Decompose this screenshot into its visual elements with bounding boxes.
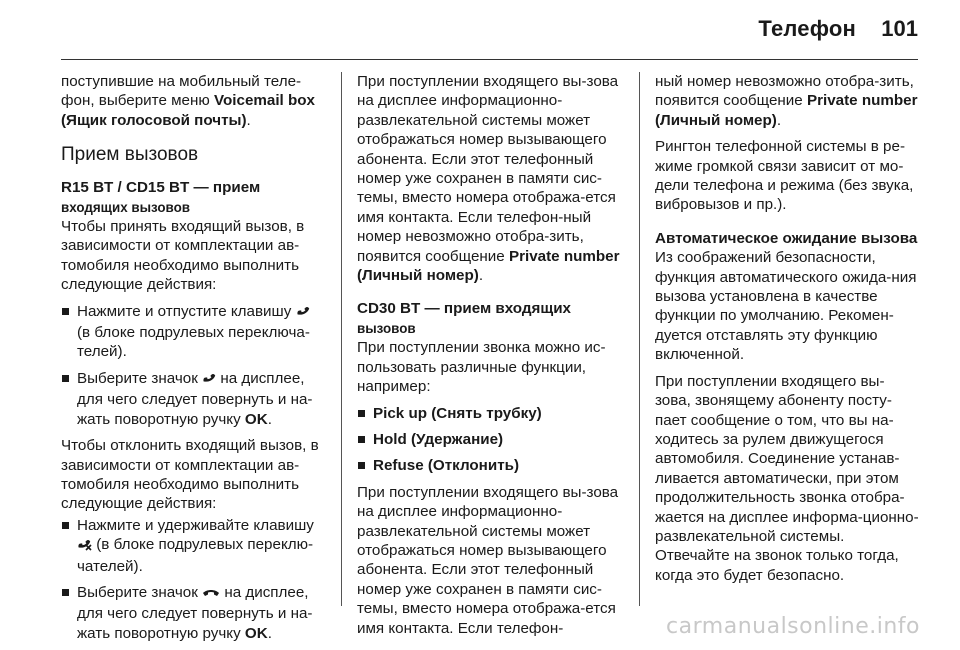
subsection-title-r15: R15 BT / CD15 BT — прием (61, 179, 261, 197)
private-number-paragraph: ный номер невозможно отобра-зить, появится сообщение Private number (Личный номер). (655, 73, 918, 129)
intro-paragraph: поступившие на мобильный теле-фон, выберите меню Voicemail box (Ящик голосовой почты). (61, 73, 316, 129)
reject-intro: Чтобы отклонить входящий вызов, в зависимости от комплектации ав-томобиля необходимо выполнить следующие действия: (61, 437, 319, 513)
page-number: 101 (881, 16, 918, 41)
bullet-marker (62, 522, 69, 529)
column-2 (357, 72, 622, 645)
subsection-title-cd30-cont: вызовов (357, 320, 416, 336)
phone-accept-icon (296, 304, 310, 323)
auto-hold-paragraph: При поступлении входящего вы-зова, звонящему абоненту посту-пает сообщение о том, что вы на-ходитесь за рулем движущегося автомобиля. Соединение устанав-ливается автоматически, при этом продолжительность звонка отобра-жается на дисплее информа-ционно-развлекательной системы. Отвечайте на звонок только тогда, когда это будет безопасно. (655, 372, 919, 584)
list-item (357, 456, 622, 475)
bullet-marker (62, 308, 69, 315)
list-item: Выберите значок на дисплее, для чего следует повернуть и на-жать поворотную ручку OK. (61, 369, 325, 429)
subsection-title-auto-hold: Автоматическое ожидание вызова (655, 229, 918, 247)
column-divider-2 (639, 72, 640, 606)
page-title: Телефон (758, 16, 856, 41)
list-item: Нажмите и удерживайте клавишу (в блоке подрулевых переклю-чателей). (61, 516, 325, 576)
subsection-title-r15-cont: входящих вызовов (61, 199, 190, 215)
private-number-label: Private number (Личный номер) (655, 92, 918, 129)
option-refuse: Refuse (Отклонить) (373, 457, 520, 475)
column-3 (655, 72, 920, 592)
caller-display-paragraph: При поступлении входящего вы-зова на дисплее информационно-развлекательной системы может отображаться номер вызывающего абонента. Если этот телефонный номер уже сохранен в памяти сис-темы, вместо номера отобража-ется имя контакта. Если телефон-ный номер невозможно отобра-зить, появится сообщение Private number (Личный номер). (357, 73, 620, 285)
column-divider-1 (341, 72, 342, 606)
header-divider (61, 59, 918, 60)
ok-knob-label: OK (244, 624, 268, 642)
phone-accept-icon (202, 371, 216, 390)
bullet-marker (62, 589, 69, 596)
voicemail-menu-label: Voicemail box (Ящик голосовой почты) (61, 92, 316, 129)
list-item: Нажмите и отпустите клавишу (в блоке подрулевых переключа-телей). (61, 302, 325, 362)
bullet-marker (358, 410, 365, 417)
subsection-title-cd30: CD30 BT — прием входящих (357, 300, 571, 318)
option-hold: Hold (Удержание) (373, 430, 504, 448)
functions-intro: При поступлении звонка можно ис-пользовать различные функции, например: (357, 339, 606, 396)
accept-intro: Чтобы принять входящий вызов, в зависимости от комплектации ав-томобиля необходимо выполнить следующие действия: (61, 218, 305, 294)
ok-knob-label: OK (244, 410, 268, 428)
bullet-marker (62, 375, 69, 382)
watermark: carmanualsonline.info (666, 614, 920, 639)
page-header (0, 0, 960, 60)
list-item (357, 430, 622, 449)
option-pick-up: Pick up (Снять трубку) (373, 404, 542, 422)
bullet-marker (358, 436, 365, 443)
list-item: Выберите значок на дисплее, для чего следует повернуть и на-жать поворотную ручку OK. (61, 583, 325, 643)
private-number-label: Private number (Личный номер) (357, 247, 620, 285)
phone-reject-icon (77, 537, 92, 556)
list-item (357, 404, 622, 423)
ringtone-paragraph: Рингтон телефонной системы в ре-жиме громкой связи зависит от мо-дели телефона и режима (без звука, вибровызов и пр.). (655, 138, 914, 214)
bullet-marker (358, 462, 365, 469)
hang-up-icon (202, 585, 220, 604)
caller-display-paragraph-2: При поступлении входящего вы-зова на дисплее информационно-развлекательной системы может отображаться номер вызывающего абонента. Если этот телефонный номер уже сохранен в памяти сис-темы, вместо номера отобража-ется имя контакта. Если телефон- (357, 483, 619, 637)
section-title: Прием вызовов (61, 144, 199, 166)
column-1 (61, 72, 325, 650)
safety-paragraph: Из соображений безопасности, функция автоматического ожида-ния вызова установлена в качестве функции по умолчанию. Рекомен-дуется отставлять эту функцию включенной. (655, 249, 917, 364)
